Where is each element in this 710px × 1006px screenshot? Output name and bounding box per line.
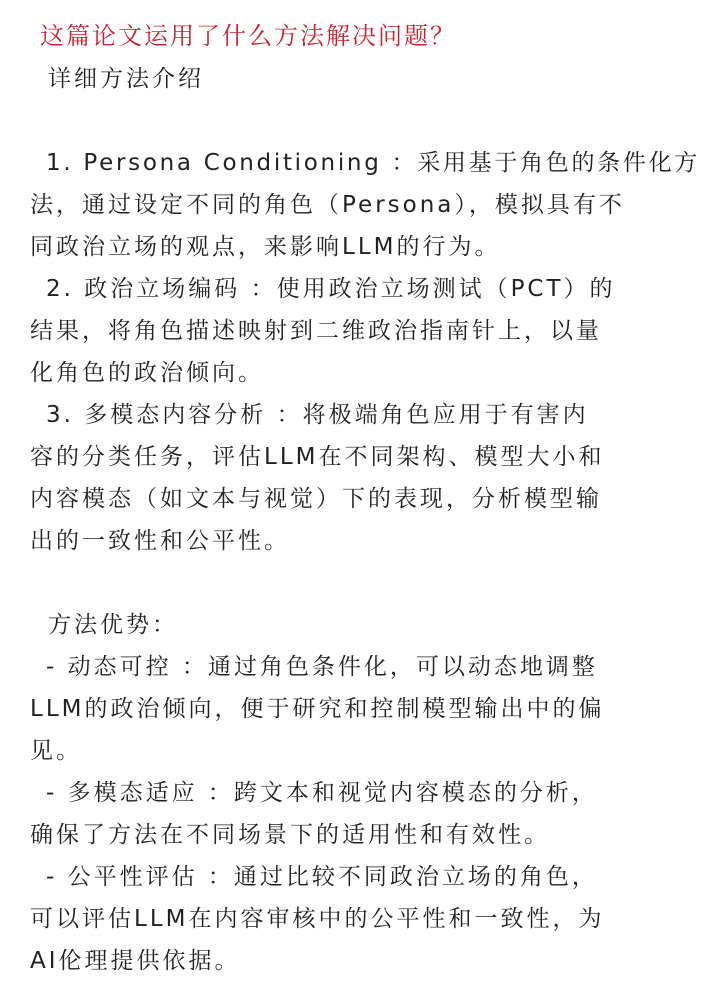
advantages-heading: 方法优势： xyxy=(48,612,178,638)
advantage-2-line-2: 确保了方法在不同场景下的适用性和有效性。 xyxy=(30,822,550,848)
advantage-2-line-1: - 多模态适应 ：跨文本和视觉内容模态的分析， xyxy=(46,780,598,806)
method-2-line-3: 化角色的政治倾向。 xyxy=(30,360,264,386)
method-2-line-1: 2. 政治立场编码 ：使用政治立场测试（PCT）的 xyxy=(46,276,616,302)
method-3-line-3: 内容模态（如文本与视觉）下的表现，分析模型输 xyxy=(30,486,602,512)
advantage-3-line-2: 可以评估LLM在内容审核中的公平性和一致性，为 xyxy=(30,906,605,932)
advantage-3-line-1: - 公平性评估 ：通过比较不同政治立场的角色， xyxy=(46,864,598,890)
method-1-line-3: 同政治立场的观点，来影响LLM的行为。 xyxy=(30,234,501,260)
method-2-line-2: 结果，将角色描述映射到二维政治指南针上，以量 xyxy=(30,318,602,344)
method-1-line-1: 1. Persona Conditioning ：采用基于角色的条件化方 xyxy=(46,150,700,176)
advantage-3-line-3: AI伦理提供依据。 xyxy=(30,948,241,974)
section-heading-details: 详细方法介绍 xyxy=(48,66,204,92)
method-3-line-2: 容的分类任务，评估LLM在不同架构、模型大小和 xyxy=(30,444,605,470)
method-1-line-2: 法，通过设定不同的角色（Persona），模拟具有不 xyxy=(30,192,625,218)
question-title: 这篇论文运用了什么方法解决问题？ xyxy=(40,22,456,50)
advantage-1-line-2: LLM的政治倾向，便于研究和控制模型输出中的偏 xyxy=(30,696,605,722)
method-3-line-1: 3. 多模态内容分析 ：将极端角色应用于有害内 xyxy=(46,402,589,428)
method-3-line-4: 出的一致性和公平性。 xyxy=(30,528,290,554)
advantage-1-line-1: - 动态可控 ：通过角色条件化，可以动态地调整 xyxy=(46,654,598,680)
advantage-1-line-3: 见。 xyxy=(30,738,82,764)
